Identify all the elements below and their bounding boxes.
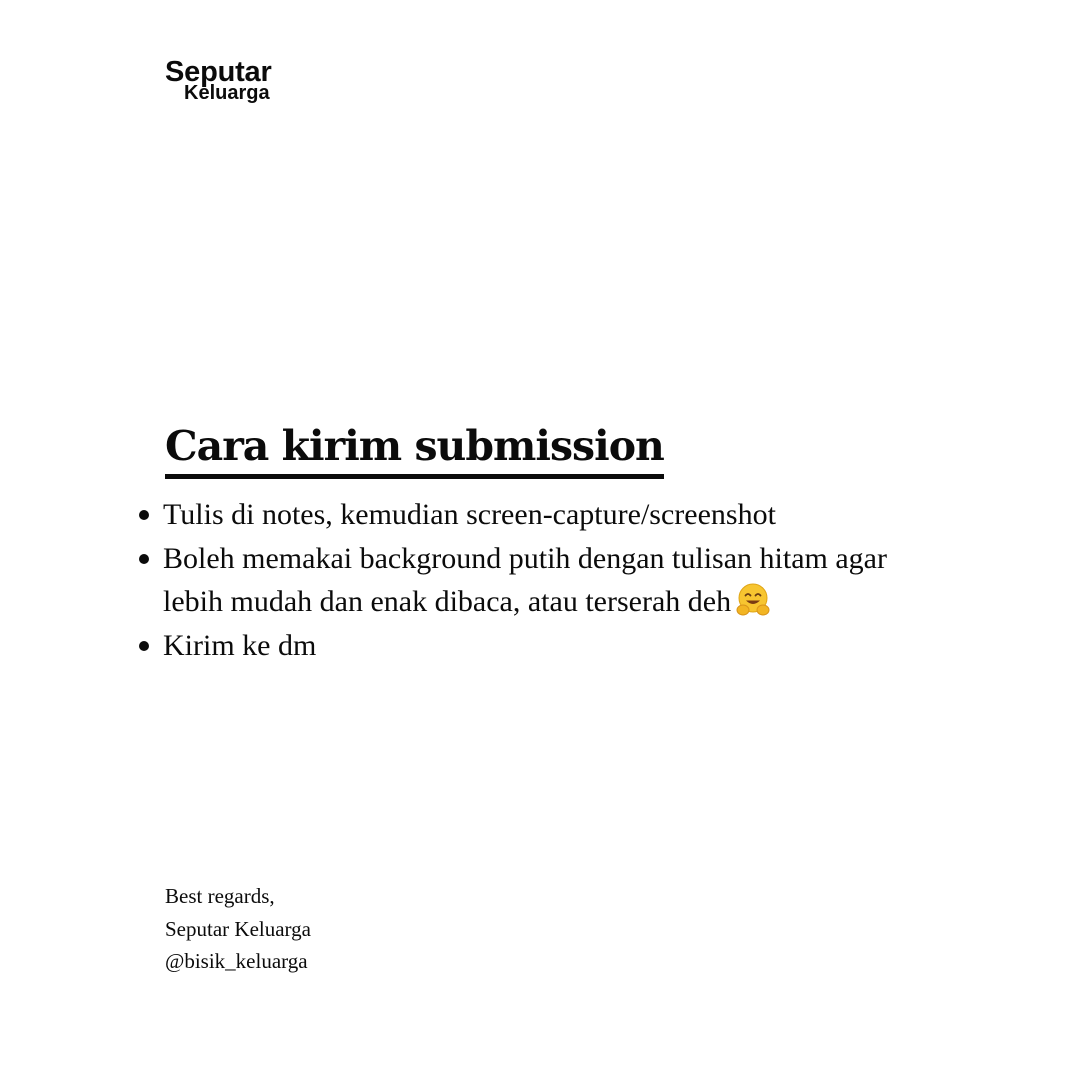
- signoff: [165, 880, 311, 978]
- signoff-name: Seputar Keluarga: [165, 916, 311, 941]
- step-text: Kirim ke dm: [163, 628, 317, 662]
- signoff-greeting: Best regards,: [165, 884, 275, 908]
- logo-text-seputar: Seputar: [165, 56, 272, 88]
- brand-logo: [165, 58, 272, 103]
- page-title: Cara kirim submission: [165, 420, 664, 479]
- steps-list: [163, 493, 943, 667]
- logo-text-keluarga: Keluarga: [184, 82, 270, 104]
- step-text: Tulis di notes, kemudian screen-capture/screenshot: [163, 498, 776, 531]
- list-item: [163, 624, 943, 668]
- list-item: [163, 493, 943, 537]
- hugging-face-icon: [735, 582, 771, 618]
- list-item: [163, 537, 943, 624]
- signoff-handle: @bisik_keluarga: [165, 949, 308, 973]
- step-text: Boleh memakai background putih dengan tulisan hitam agar lebih mudah dan enak dibaca, atau terserah deh: [163, 541, 887, 618]
